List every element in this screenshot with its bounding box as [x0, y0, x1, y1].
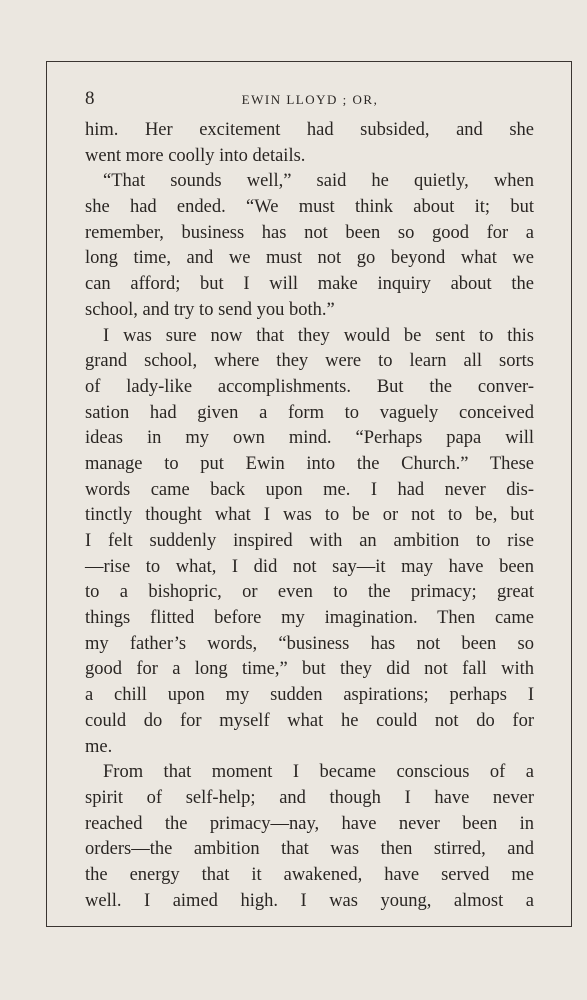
text-line: spirit of self-help; and though I have never: [85, 787, 534, 808]
paragraph: [85, 324, 534, 761]
text-line: —rise to what, I did not say—it may have been: [85, 556, 534, 577]
text-line: manage to put Ewin into the Church.” These: [85, 453, 534, 474]
text-line: I was sure now that they would be sent to this: [103, 325, 534, 346]
running-title: EWIN LLOYD ; OR,: [241, 92, 379, 107]
text-line: I felt suddenly inspired with an ambition to rise: [85, 531, 534, 551]
text-line: From that moment I became conscious of a: [103, 762, 534, 783]
text-line: orders—the ambition that was then stirred, and: [85, 839, 534, 860]
text-line: good for a long time,” but they did not fall with: [85, 659, 534, 680]
text-line: “That sounds well,” said he quietly, when: [103, 171, 534, 192]
text-line: she had ended. “We must think about it; but: [85, 197, 534, 218]
text-line: tinctly thought what I was to be or not to be, but: [85, 505, 534, 526]
text-line: to a bishopric, or even to the primacy; great: [85, 582, 534, 603]
text-line: sation had given a form to vaguely conceived: [85, 402, 534, 423]
text-line: can afford; but I will make inquiry about the: [85, 274, 534, 295]
body-text: [85, 118, 534, 914]
page-number: 8: [85, 88, 95, 109]
text-line: long time, and we must not go beyond what we: [85, 248, 534, 269]
text-line: ideas in my own mind. “Perhaps papa will: [85, 428, 534, 449]
text-line: the energy that it awakened, have served me: [85, 864, 534, 885]
text-line: words came back upon me. I had never dis-: [85, 479, 534, 500]
running-header: [85, 88, 535, 112]
text-line: could do for myself what he could not do for: [85, 710, 534, 731]
text-line: me.: [85, 736, 113, 757]
paragraph: [85, 760, 534, 914]
text-line: grand school, where they were to learn all sorts: [85, 351, 534, 372]
text-line: remember, business has not been so good for a: [85, 222, 534, 243]
text-line: my father’s words, “business has not been so: [85, 633, 534, 654]
text-line: went more coolly into details.: [85, 145, 306, 166]
text-line: a chill upon my sudden aspirations; perhaps I: [85, 685, 534, 706]
text-line: him. Her excitement had subsided, and she: [85, 120, 534, 140]
text-line: well. I aimed high. I was young, almost a: [85, 890, 534, 911]
text-line: school, and try to send you both.”: [85, 299, 335, 320]
paragraph: [85, 169, 534, 323]
paragraph: [85, 118, 534, 169]
text-line: things flitted before my imagination. Then came: [85, 608, 534, 629]
text-line: of lady-like accomplishments. But the conver-: [85, 376, 534, 397]
text-line: reached the primacy—nay, have never been in: [85, 813, 534, 834]
